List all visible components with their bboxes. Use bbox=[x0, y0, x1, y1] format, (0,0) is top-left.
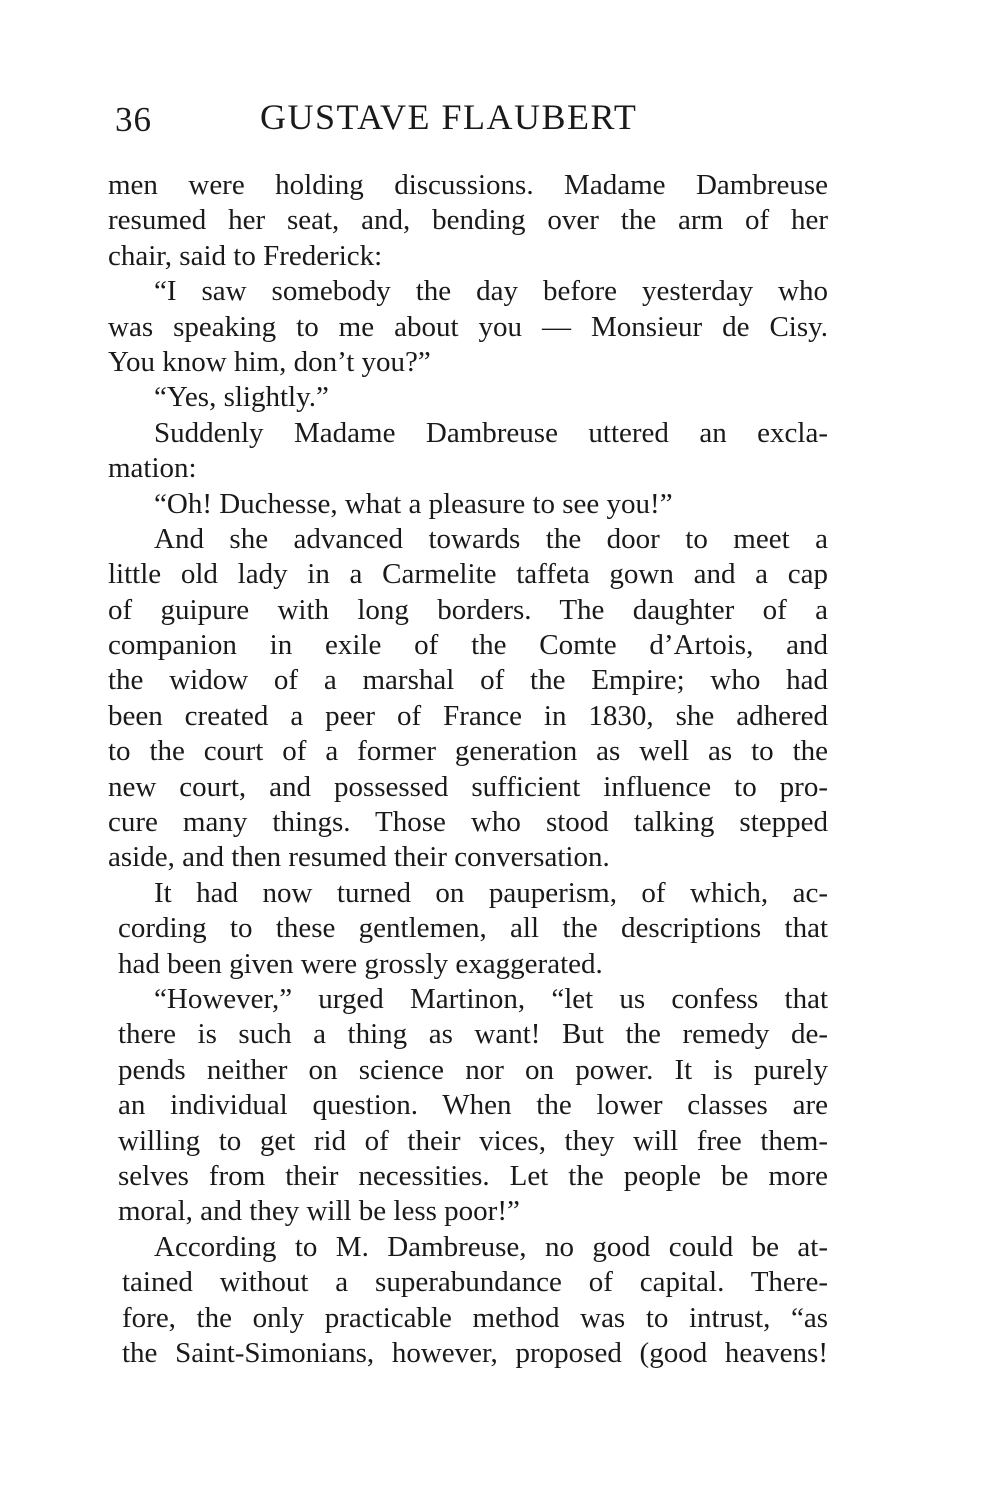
text-line: cording to these gentlemen, all the descriptions that bbox=[118, 912, 828, 945]
text-line: “Yes, slightly.” bbox=[154, 381, 329, 414]
text-line: “However,” urged Martinon, “let us confess that bbox=[154, 982, 828, 1015]
text-line: there is such a thing as want! But the remedy de- bbox=[118, 1018, 828, 1051]
text-line: was speaking to me about you — Monsieur de Cisy. bbox=[108, 310, 828, 343]
text-line: aside, and then resumed their conversation. bbox=[108, 841, 610, 874]
text-line: fore, the only practicable method was to intrust, “as bbox=[122, 1301, 828, 1334]
text-line: little old lady in a Carmelite taffeta gown and a cap bbox=[108, 558, 828, 591]
text-line: been created a peer of France in 1830, she adhered bbox=[108, 699, 828, 732]
text-line: to the court of a former generation as well as to the bbox=[108, 735, 828, 768]
text-line: You know him, don’t you?” bbox=[108, 345, 431, 378]
text-line: It had now turned on pauperism, of which, ac- bbox=[154, 876, 828, 909]
text-line: of guipure with long borders. The daughter of a bbox=[108, 593, 828, 626]
page-number: 36 bbox=[115, 100, 152, 139]
text-line: had been given were grossly exaggerated. bbox=[118, 947, 603, 980]
text-line: tained without a superabundance of capital. There- bbox=[122, 1266, 828, 1299]
text-line: the Saint-Simonians, however, proposed (good heavens! bbox=[122, 1336, 828, 1369]
text-line: the widow of a marshal of the Empire; who had bbox=[108, 664, 828, 697]
running-header bbox=[112, 96, 832, 146]
text-line: pends neither on science nor on power. It is purely bbox=[118, 1053, 828, 1086]
body-text bbox=[108, 168, 828, 1371]
text-line: “Oh! Duchesse, what a pleasure to see you!” bbox=[154, 487, 673, 520]
text-line: an individual question. When the lower classes are bbox=[118, 1089, 828, 1122]
text-line: resumed her seat, and, bending over the arm of her bbox=[108, 204, 828, 237]
text-line: men were holding discussions. Madame Dambreuse bbox=[108, 169, 828, 201]
text-line: mation: bbox=[108, 452, 197, 485]
text-line: According to M. Dambreuse, no good could be at- bbox=[154, 1230, 828, 1263]
text-line: And she advanced towards the door to meet a bbox=[154, 522, 828, 555]
text-line: “I saw somebody the day before yesterday who bbox=[154, 275, 828, 308]
text-line: new court, and possessed sufficient influence to pro- bbox=[108, 770, 828, 803]
text-line: companion in exile of the Comte d’Artois, and bbox=[108, 629, 828, 662]
text-line: chair, said to Frederick: bbox=[108, 239, 383, 272]
text-line: cure many things. Those who stood talking stepped bbox=[108, 806, 828, 839]
text-line: selves from their necessities. Let the people be more bbox=[118, 1159, 828, 1192]
running-title: GUSTAVE FLAUBERT bbox=[260, 97, 638, 137]
text-line: willing to get rid of their vices, they will free them- bbox=[118, 1124, 828, 1157]
text-line: moral, and they will be less poor!” bbox=[118, 1195, 520, 1228]
text-line: Suddenly Madame Dambreuse uttered an excla- bbox=[154, 416, 828, 449]
